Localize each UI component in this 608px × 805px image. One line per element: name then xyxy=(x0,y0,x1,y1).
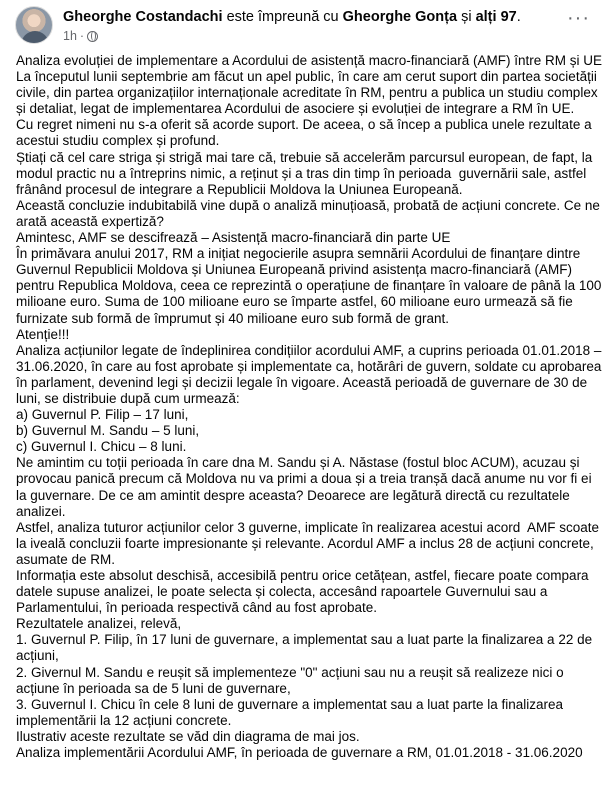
author-line xyxy=(63,8,521,26)
and-text: și xyxy=(461,9,472,25)
list-item: a) Guvernul P. Filip – 17 luni, xyxy=(16,407,189,423)
period-text: . xyxy=(516,9,521,25)
list-item: b) Guvernul M. Sandu – 5 luni, xyxy=(16,423,200,439)
paragraph: Analiza implementării Acordului AMF, în perioada de guvernare a RM, 01.01.2018 - 31.06.2020 xyxy=(16,745,583,761)
paragraph: Ne amintim cu toții perioada în care dna M. Sandu și A. Năstase (fostul bloc ACUM), acuzau și provocau panică precum că Moldova nu va primi a doua și a treia tranșă dacă anume nu vor fi ei la guvernare. De ce am amintit despre aceasta? Deoarece are legătură directă cu rezultatele analizei. xyxy=(16,455,596,519)
author-name-link[interactable]: Gheorghe Costandachi xyxy=(63,9,223,25)
avatar-figure xyxy=(21,31,49,44)
paragraph: Cu regret nimeni nu s-a oferit să acorde suport. De aceea, o să încep a publica unele rezultate a acestui studiu complex și profund. xyxy=(16,117,596,149)
paragraph: Rezultatele analizei, relevă, xyxy=(16,616,182,632)
with-text: este împreună cu xyxy=(226,9,339,25)
post-time-link[interactable]: 1h xyxy=(63,29,77,43)
paragraph: În primăvara anului 2017, RM a inițiat negocierile asupra semnării Acordului de finanțare dintre Guvernul Republicii Moldova și Uniunea Europeană privind asistența macro-financiară (AMF) pentru Republica Moldova, ceea ce reprezintă o operațiune de finanțare în valoare de până la 100 milioane euro. Suma de 100 milioane euro se împarte astfel, 60 milioane euro urmează să fie furnizate sub formă de împrumut și 40 milioane euro sub formă de grant. xyxy=(16,246,606,326)
paragraph: Ilustrativ aceste rezultate se văd din diagrama de mai jos. xyxy=(16,728,360,744)
paragraph: Astfel, analiza tuturor acțiunilor celor 3 guverne, implicate în realizarea acestui acord AMF scoate la iveală concluzii foarte impresionante și relevante. Acordul AMF a inclus 28 de acțiuni concrete, asumate de RM. xyxy=(16,519,603,567)
paragraph: Atenție!!! xyxy=(16,326,70,342)
paragraph: Analiza evoluției de implementare a Acordului de asistență macro-financiară (AMF) între RM și UE xyxy=(16,53,602,68)
paragraph: Informația este absolut deschisă, accesibilă pentru orice cetățean, astfel, fiecare poate compara datele supuse analizei, le poate selecta și colecta, accesând rapoartele Guvernului sau a Parlamentului, în perioada respectivă când au fost aprobate. xyxy=(16,568,593,616)
more-options-button[interactable]: ··· xyxy=(567,7,590,29)
paragraph: Știați că cel care striga și strigă mai tare că, trebuie să accelerăm parcursul european, de fapt, la modul practic nu a întreprins nimic, a reținut și a tras din timp în perioada guvernării sale, astfel frânând procesul de integrare a Republicii Moldova la Uniunea Europeană. xyxy=(16,149,597,197)
post-header xyxy=(0,0,608,50)
tagged-person-link[interactable]: Gheorghe Gonța xyxy=(342,9,458,25)
meta-separator: · xyxy=(79,29,85,43)
list-item: c) Guvernul I. Chicu – 8 luni. xyxy=(16,439,187,455)
globe-icon xyxy=(87,31,98,42)
paragraph: Această concluzie indubitabilă vine după o analiză minuțioasă, probată de acțiuni concrete. Ce ne arată această expertiză? xyxy=(16,197,604,229)
list-item: 3. Guvernul I. Chicu în cele 8 luni de guvernare a implementat sau a luat parte la finalizarea implementării la 12 acțiuni concrete. xyxy=(16,696,567,728)
paragraph: La începutul lunii septembrie am făcut un apel public, în care am cerut suport din partea societății civile, din partea organizațiilor internaționale acreditate în RM, pentru a publica un studiu complex și detaliat, legat de implementarea Acordului de asociere și evoluției de integrare a RM în UE. xyxy=(16,69,602,117)
paragraph: Amintesc, AMF se descifrează – Asistență macro-financiară din parte UE xyxy=(16,230,451,246)
others-link[interactable]: alți 97 xyxy=(475,9,517,25)
list-item: 1. Guvernul P. Filip, în 17 luni de guvernare, a implementat sau a luat parte la finalizarea a 22 de acțiuni, xyxy=(16,632,596,664)
paragraph: Analiza acțiunilor legate de îndeplinirea condițiilor acordului AMF, a cuprins perioada 01.01.2018 – 31.06.2020, în care au fost aprobate și implementate ca, hotărâri de guvern, soldate cu aprobarea în parlament, devenind legi și decizii legale în vigoare. Această perioadă de guvernare de 30 de luni, se distribuie după cum urmează: xyxy=(16,342,606,406)
avatar[interactable] xyxy=(15,6,53,44)
post-meta xyxy=(63,28,98,44)
post-body xyxy=(16,53,604,761)
list-item: 2. Givernul M. Sandu e reușit să implementeze "0" acțiuni sau nu a reușit să realizeze nici o acțiune în perioada sa de 5 luni de guvernare, xyxy=(16,664,568,696)
